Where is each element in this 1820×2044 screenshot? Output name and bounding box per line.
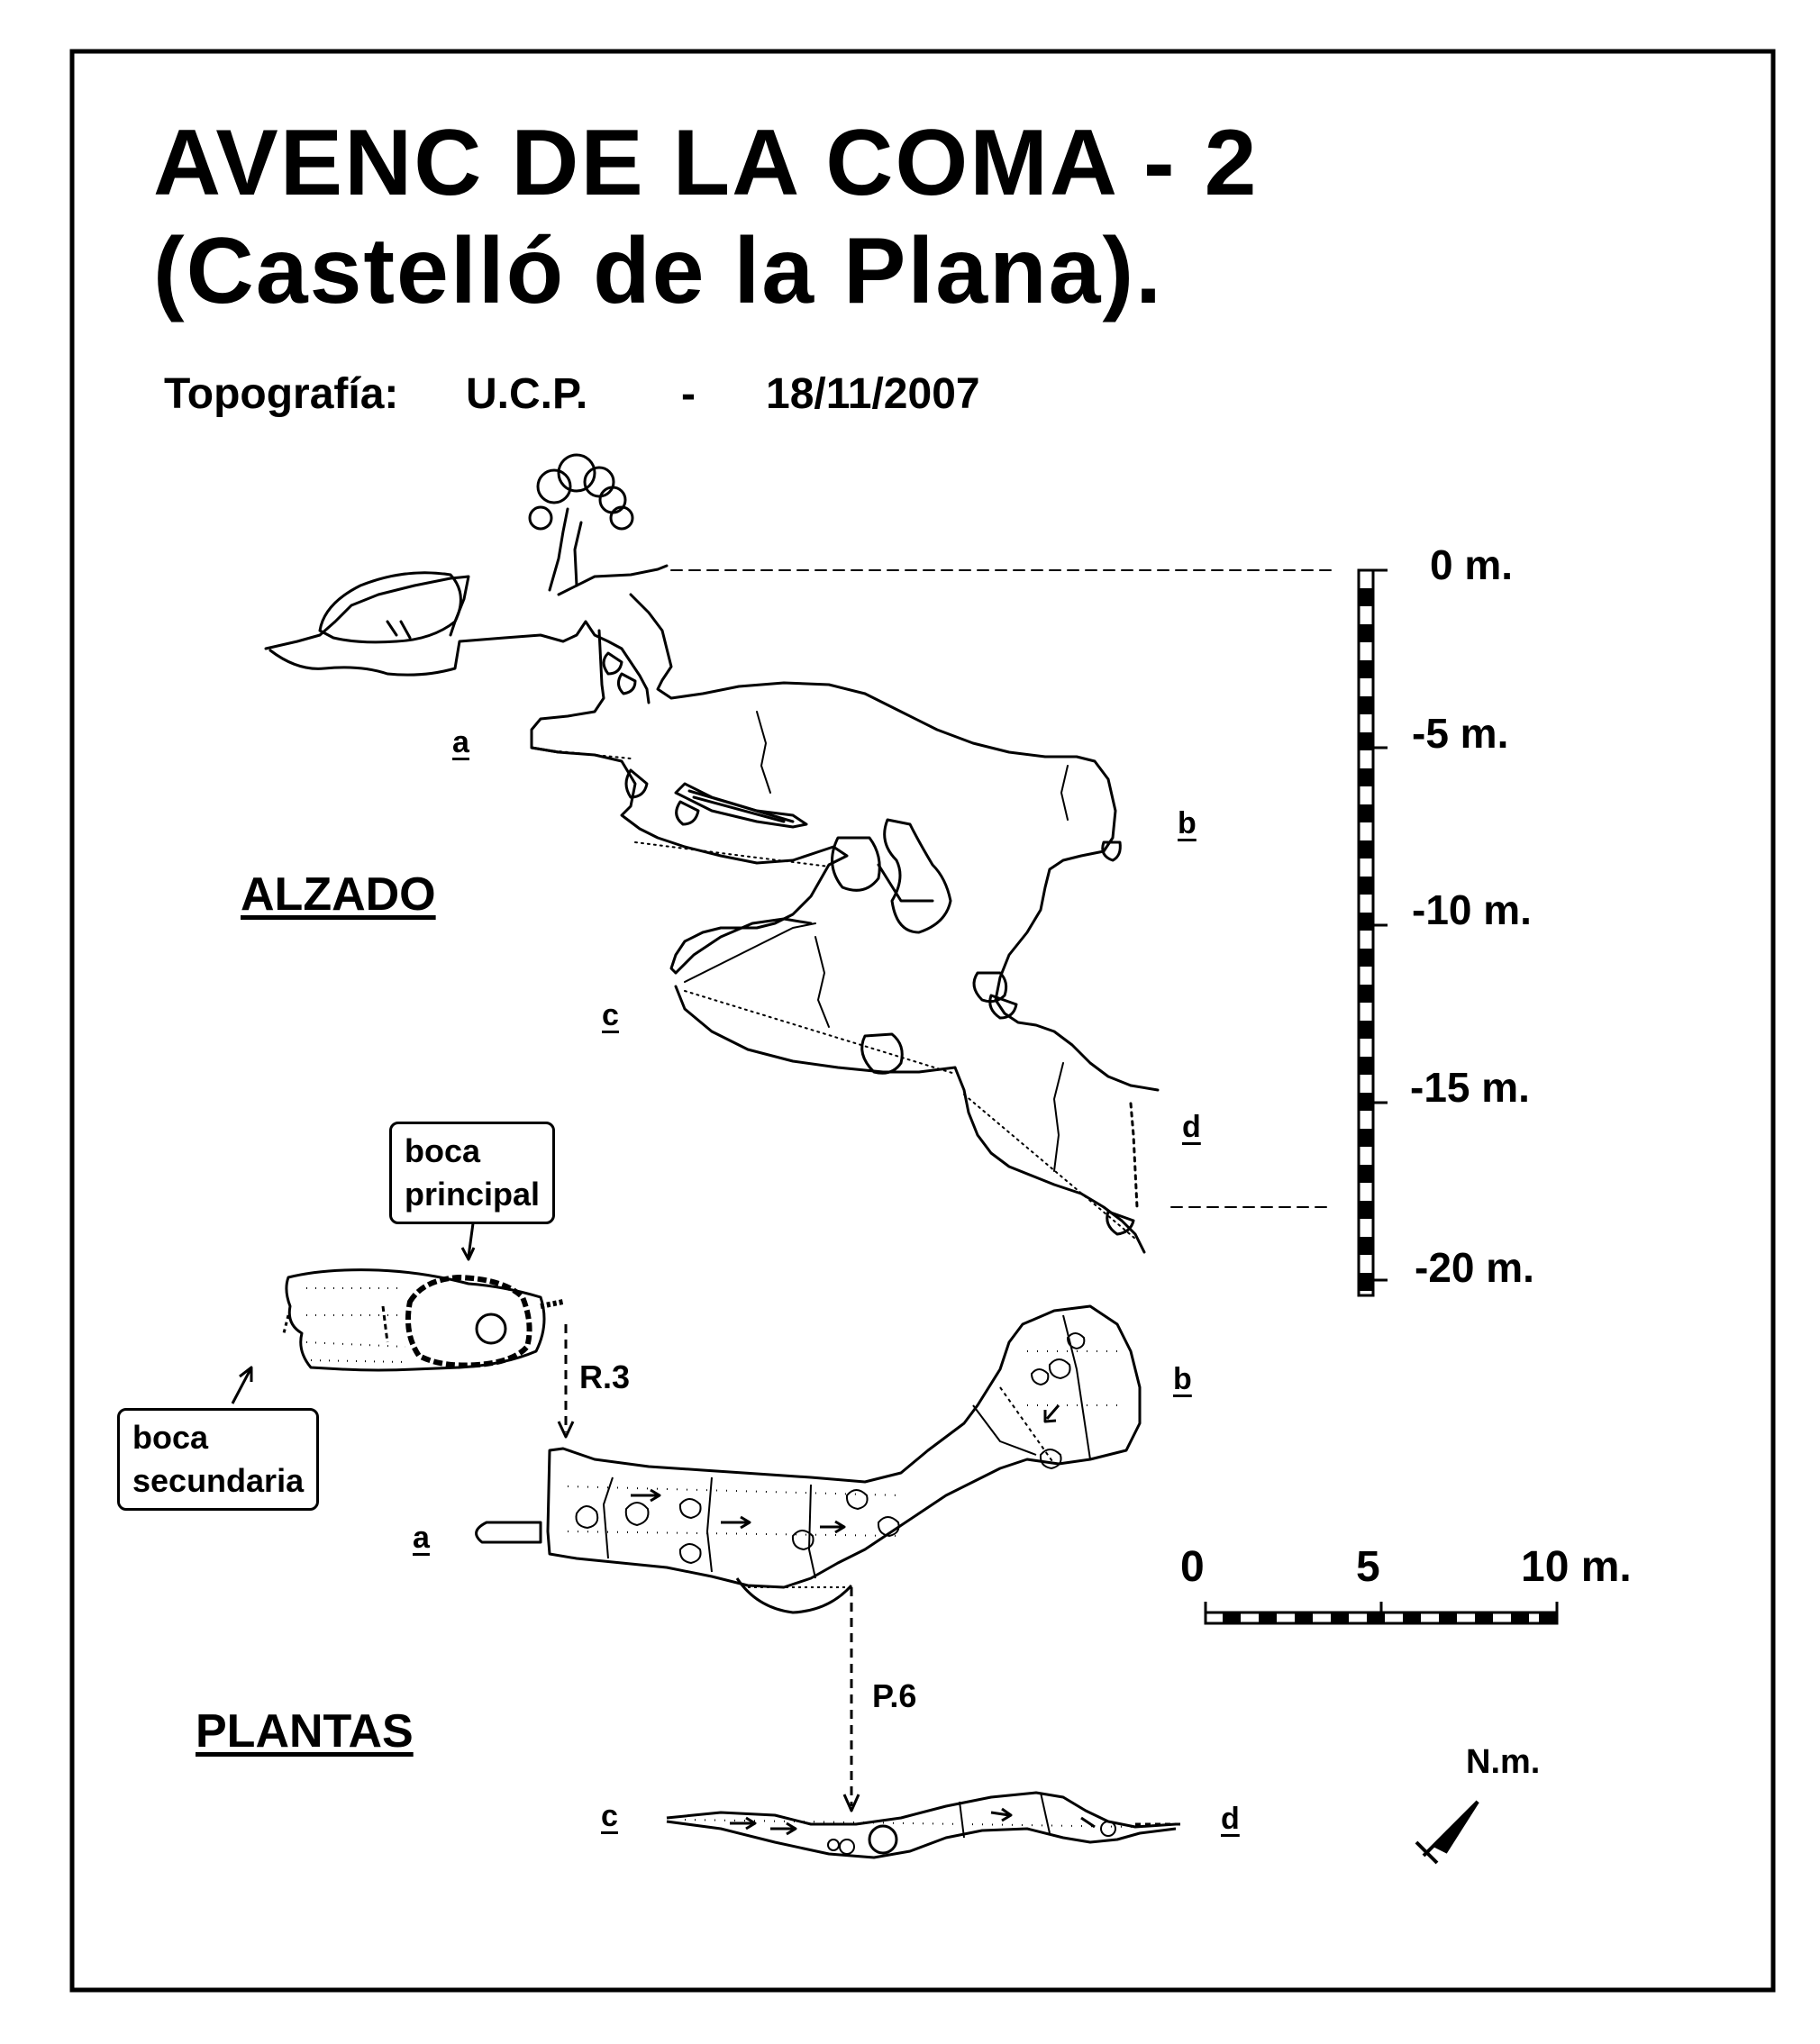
callout-main-entrance-line-1: boca — [405, 1132, 481, 1169]
plan-lower-gallery — [667, 1793, 1180, 1858]
plan-point-b: b — [1173, 1362, 1192, 1396]
title-line-1: AVENC DE LA COMA - 2 — [153, 111, 1259, 215]
callout-secondary-entrance-line-2: secundaria — [132, 1462, 305, 1499]
section-plans-heading: PLANTAS — [196, 1705, 414, 1758]
scale-label-0: 0 — [1180, 1543, 1205, 1591]
credits-separator: - — [681, 370, 696, 418]
callout-main-entrance — [389, 1122, 555, 1224]
horizontal-scale-bar — [1206, 1602, 1557, 1623]
depth-scale-bar — [1359, 570, 1388, 1295]
callout-secondary-entrance-line-1: boca — [132, 1419, 209, 1456]
scale-label-5: 5 — [1356, 1543, 1380, 1591]
depth-label-5: -5 m. — [1412, 710, 1509, 757]
pitch-pit-label: P.6 — [872, 1677, 917, 1714]
plan-upper-entrances — [232, 1223, 573, 1437]
north-arrow-icon — [1416, 1802, 1478, 1863]
callout-secondary-entrance — [117, 1408, 319, 1511]
pitch-ramp-label: R.3 — [579, 1358, 631, 1395]
depth-label-15: -15 m. — [1410, 1064, 1530, 1111]
page-frame — [72, 51, 1773, 1990]
depth-label-10: -10 m. — [1412, 886, 1532, 933]
credits-authors: U.C.P. — [466, 370, 588, 418]
plan-point-d: d — [1221, 1802, 1240, 1836]
scale-label-10: 10 m. — [1521, 1543, 1632, 1591]
credits-label: Topografía: — [164, 370, 399, 418]
callout-main-entrance-line-2: principal — [405, 1176, 541, 1213]
depth-label-0: 0 m. — [1430, 541, 1514, 588]
plan-main-gallery — [477, 1306, 1140, 1811]
plan-point-a: a — [413, 1521, 430, 1555]
elevation-point-b: b — [1178, 806, 1197, 840]
credits-date: 18/11/2007 — [766, 370, 980, 418]
elevation-point-d: d — [1182, 1110, 1201, 1144]
plan-point-c: c — [601, 1799, 618, 1833]
elevation-point-c: c — [602, 998, 619, 1032]
depth-label-20: -20 m. — [1415, 1244, 1534, 1291]
section-elevation-heading: ALZADO — [241, 868, 436, 921]
title-line-2: (Castelló de la Plana). — [153, 219, 1163, 323]
elevation-point-a: a — [452, 725, 469, 759]
north-label: N.m. — [1466, 1743, 1541, 1781]
